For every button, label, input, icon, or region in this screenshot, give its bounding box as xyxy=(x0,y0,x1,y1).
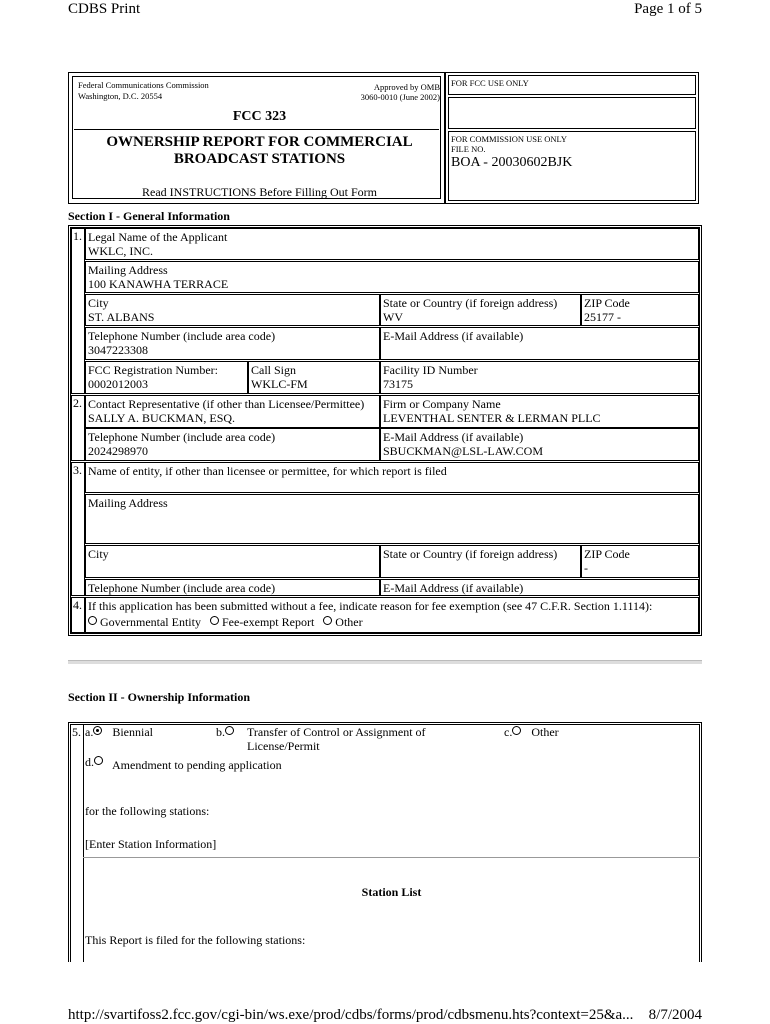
item1-number-cell xyxy=(71,228,85,394)
report-filed-text: This Report is filed for the following stations: xyxy=(85,933,306,947)
entity-email-label: E-Mail Address (if available) xyxy=(383,581,524,595)
item5-number-cell xyxy=(71,725,84,962)
biennial-label: Biennial xyxy=(112,725,153,739)
firm-name-value: LEVENTHAL SENTER & LERMAN PLLC xyxy=(383,411,601,425)
mailing-address-value: 100 KANAWHA TERRACE xyxy=(88,277,229,291)
firm-name-label: Firm or Company Name xyxy=(383,397,501,411)
entity-email-field xyxy=(380,579,699,596)
item3-number-cell xyxy=(71,462,85,596)
entity-zip-field xyxy=(581,545,699,578)
station-info-divider xyxy=(83,857,700,858)
telephone-label: Telephone Number (include area code) xyxy=(88,329,276,343)
omb-number: 3060-0010 (June 2002) xyxy=(360,92,440,102)
agency-address: Washington, D.C. 20554 xyxy=(78,91,163,101)
entity-state-field xyxy=(380,545,581,578)
call-sign-field xyxy=(248,361,380,394)
transfer-option xyxy=(216,725,237,739)
item1-number: 1. xyxy=(73,229,82,243)
fee-exempt-report-label: Fee-exempt Report xyxy=(221,615,315,629)
contact-rep-value: SALLY A. BUCKMAN, ESQ. xyxy=(88,411,236,425)
entity-city-field xyxy=(85,545,380,578)
mailing-address-label: Mailing Address xyxy=(88,263,168,277)
contact-telephone-label: Telephone Number (include area code) xyxy=(88,430,276,444)
email-field xyxy=(380,327,699,360)
option-d-label: d. xyxy=(85,755,94,769)
legal-name-label: Legal Name of the Applicant xyxy=(88,230,228,244)
email-label: E-Mail Address (if available) xyxy=(383,329,524,343)
other-label: Other xyxy=(531,725,559,739)
contact-telephone-value: 2024298970 xyxy=(88,444,148,458)
governmental-entity-label: Governmental Entity xyxy=(100,615,201,629)
telephone-field xyxy=(85,327,380,360)
entity-name-field xyxy=(85,462,699,493)
entity-zip-value: - xyxy=(584,561,588,575)
zip-value: 25177 - xyxy=(584,310,621,324)
legal-name-field xyxy=(85,228,699,260)
call-sign-value: WKLC-FM xyxy=(251,377,308,391)
zip-field xyxy=(581,294,699,326)
item3-number: 3. xyxy=(73,463,82,477)
other-option xyxy=(504,725,559,739)
station-list-heading: Station List xyxy=(361,885,422,899)
option-a-label: a. xyxy=(85,725,94,739)
fee-exemption-text: If this application has been submitted without a fee, indicate reason for fee exemption (see 47 C.F.R. Section 1.1114): xyxy=(88,599,653,613)
item4-number-cell xyxy=(71,597,85,633)
option-b-label: b. xyxy=(216,725,225,739)
state-value: WV xyxy=(383,310,403,324)
contact-email-value: SBUCKMAN@LSL-LAW.COM xyxy=(383,444,543,458)
transfer-label-line1: Transfer of Control or Assignment of xyxy=(247,725,426,739)
biennial-option xyxy=(85,725,153,739)
frn-label: FCC Registration Number: xyxy=(88,363,218,377)
entity-telephone-label: Telephone Number (include area code) xyxy=(88,581,276,595)
item2-number-cell xyxy=(71,395,85,461)
facility-id-value: 73175 xyxy=(383,377,413,391)
agency-name: Federal Communications Commission xyxy=(78,80,209,90)
transfer-label-line2: License/Permit xyxy=(247,739,320,753)
entity-name-label: Name of entity, if other than licensee or permittee, for which report is filed xyxy=(88,464,447,478)
form-number: FCC 323 xyxy=(232,109,287,124)
entity-state-label: State or Country (if foreign address) xyxy=(383,547,558,561)
form-title-line1: OWNERSHIP REPORT FOR COMMERCIAL xyxy=(106,134,413,150)
entity-telephone-field xyxy=(85,579,380,596)
file-number: BOA - 20030602BJK xyxy=(451,155,573,170)
section-divider xyxy=(68,660,702,664)
transfer-radio[interactable] xyxy=(225,726,234,735)
omb-approval: Approved by OMB xyxy=(373,82,440,92)
other-fee-label: Other xyxy=(335,615,363,629)
fee-exempt-report-radio[interactable] xyxy=(210,616,219,625)
item4-number: 4. xyxy=(73,598,82,612)
facility-id-label: Facility ID Number xyxy=(383,363,478,377)
contact-rep-field xyxy=(85,395,380,428)
print-header-title: CDBS Print xyxy=(68,1,141,17)
footer-date: 8/7/2004 xyxy=(648,1007,702,1023)
form-title-line2: BROADCAST STATIONS xyxy=(173,151,346,167)
entity-city-label: City xyxy=(88,547,109,561)
following-stations-text: for the following stations: xyxy=(85,804,210,818)
other-radio[interactable] xyxy=(512,726,521,735)
fcc-use-blank-cell xyxy=(448,97,696,129)
contact-telephone-field xyxy=(85,428,380,461)
contact-email-field xyxy=(380,428,699,461)
telephone-value: 3047223308 xyxy=(88,343,148,357)
legal-name-value: WKLC, INC. xyxy=(88,244,153,258)
mailing-address-field xyxy=(85,261,699,293)
fee-exemption-field xyxy=(85,597,699,633)
contact-email-label: E-Mail Address (if available) xyxy=(383,430,524,444)
commission-use-label: FOR COMMISSION USE ONLY xyxy=(451,134,568,144)
file-no-label: FILE NO. xyxy=(451,144,486,154)
frn-field xyxy=(85,361,248,394)
fee-exemption-options xyxy=(88,615,696,629)
amendment-radio[interactable] xyxy=(94,756,103,765)
facility-id-field xyxy=(380,361,699,394)
city-field xyxy=(85,294,380,326)
header-divider xyxy=(74,129,439,130)
instructions-note: Read INSTRUCTIONS Before Filling Out Form xyxy=(142,185,377,199)
section1-title: Section I - General Information xyxy=(68,209,230,223)
entity-mailing-field xyxy=(85,494,699,544)
other-fee-radio[interactable] xyxy=(323,616,332,625)
fcc-use-only-label: FOR FCC USE ONLY xyxy=(451,78,529,88)
section2-title: Section II - Ownership Information xyxy=(68,690,251,704)
firm-name-field xyxy=(380,395,699,428)
contact-rep-label: Contact Representative (if other than Licensee/Permittee) xyxy=(88,397,365,411)
call-sign-label: Call Sign xyxy=(251,363,297,377)
frn-value: 0002012003 xyxy=(88,377,148,391)
item2-number: 2. xyxy=(73,396,82,410)
page-number: Page 1 of 5 xyxy=(634,1,702,17)
zip-label: ZIP Code xyxy=(584,296,630,310)
entity-mailing-label: Mailing Address xyxy=(88,496,168,510)
option-c-label: c. xyxy=(504,725,513,739)
enter-station-info: [Enter Station Information] xyxy=(85,837,217,851)
city-value: ST. ALBANS xyxy=(88,310,155,324)
city-label: City xyxy=(88,296,109,310)
item5-number: 5. xyxy=(72,725,81,739)
state-label: State or Country (if foreign address) xyxy=(383,296,558,310)
amendment-label: Amendment to pending application xyxy=(112,758,282,772)
biennial-radio[interactable] xyxy=(93,726,102,735)
entity-zip-label: ZIP Code xyxy=(584,547,630,561)
footer-url: http://svartifoss2.fcc.gov/cgi-bin/ws.exe/prod/cdbs/forms/prod/cdbsmenu.hts?context=25&a... xyxy=(68,1007,634,1023)
governmental-entity-radio[interactable] xyxy=(88,616,97,625)
state-field xyxy=(380,294,581,326)
amendment-option xyxy=(85,755,106,769)
